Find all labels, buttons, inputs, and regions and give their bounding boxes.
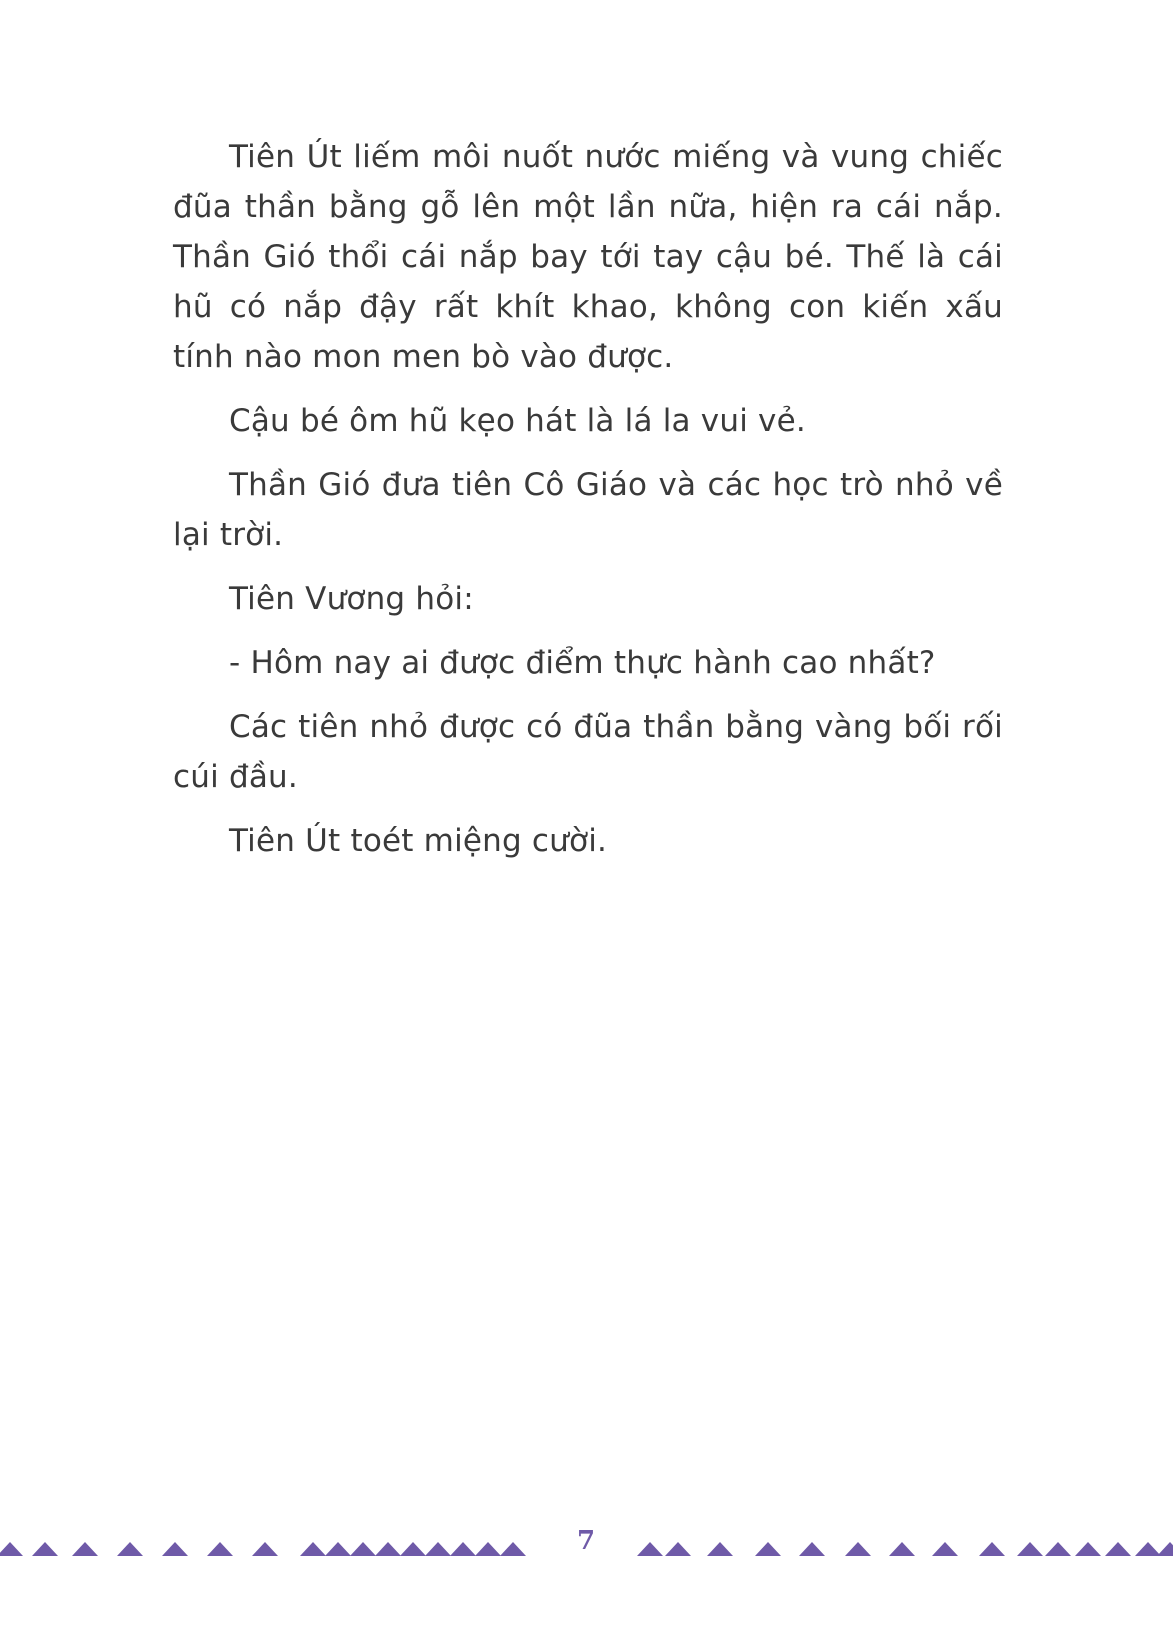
- triangle-icon: [300, 1542, 326, 1556]
- triangle-icon: [325, 1542, 351, 1556]
- triangle-icon: [1017, 1542, 1043, 1556]
- paragraph-2: Cậu bé ôm hũ kẹo hát là lá la vui vẻ.: [229, 403, 806, 439]
- triangle-icon: [1157, 1542, 1173, 1556]
- paragraph-7: Tiên Út toét miệng cười.: [229, 823, 608, 859]
- triangle-icon: [1135, 1542, 1161, 1556]
- triangle-icon: [637, 1542, 663, 1556]
- story-text: [173, 132, 1003, 880]
- triangle-icon: [32, 1542, 58, 1556]
- triangle-icon: [707, 1542, 733, 1556]
- triangle-icon: [889, 1542, 915, 1556]
- paragraph-3: Thần Gió đưa tiên Cô Giáo và các học trò nhỏ về lại trời.: [173, 467, 1003, 553]
- triangle-icon: [1045, 1542, 1071, 1556]
- triangle-icon: [845, 1542, 871, 1556]
- triangle-icon: [0, 1542, 23, 1556]
- triangle-icon: [400, 1542, 426, 1556]
- triangle-icon: [799, 1542, 825, 1556]
- triangle-icon: [72, 1542, 98, 1556]
- paragraph-6: Các tiên nhỏ được có đũa thần bằng vàng bối rối cúi đầu.: [173, 709, 1003, 795]
- triangle-icon: [450, 1542, 476, 1556]
- paragraph-4: Tiên Vương hỏi:: [229, 581, 474, 617]
- triangle-icon: [932, 1542, 958, 1556]
- triangle-icon: [252, 1542, 278, 1556]
- triangle-icon: [425, 1542, 451, 1556]
- triangle-icon: [1075, 1542, 1101, 1556]
- triangle-icon: [207, 1542, 233, 1556]
- triangle-icon: [500, 1542, 526, 1556]
- triangle-icon: [755, 1542, 781, 1556]
- triangle-icon: [979, 1542, 1005, 1556]
- triangle-icon: [162, 1542, 188, 1556]
- triangle-icon: [375, 1542, 401, 1556]
- page-number: 7: [576, 1526, 596, 1556]
- triangle-icon: [1105, 1542, 1131, 1556]
- triangle-icon: [475, 1542, 501, 1556]
- triangle-icon: [665, 1542, 691, 1556]
- paragraph-1: Tiên Út liếm môi nuốt nước miếng và vung chiếc đũa thần bằng gỗ lên một lần nữa, hiện ra cái nắp. Thần Gió thổi cái nắp bay tới tay cậu bé. Thế là cái hũ có nắp đậy rất khít khao, không con kiến xấu tính nào mon men bò vào được.: [173, 139, 1003, 375]
- paragraph-5: - Hôm nay ai được điểm thực hành cao nhất?: [229, 645, 936, 681]
- triangle-icon: [350, 1542, 376, 1556]
- triangle-icon: [117, 1542, 143, 1556]
